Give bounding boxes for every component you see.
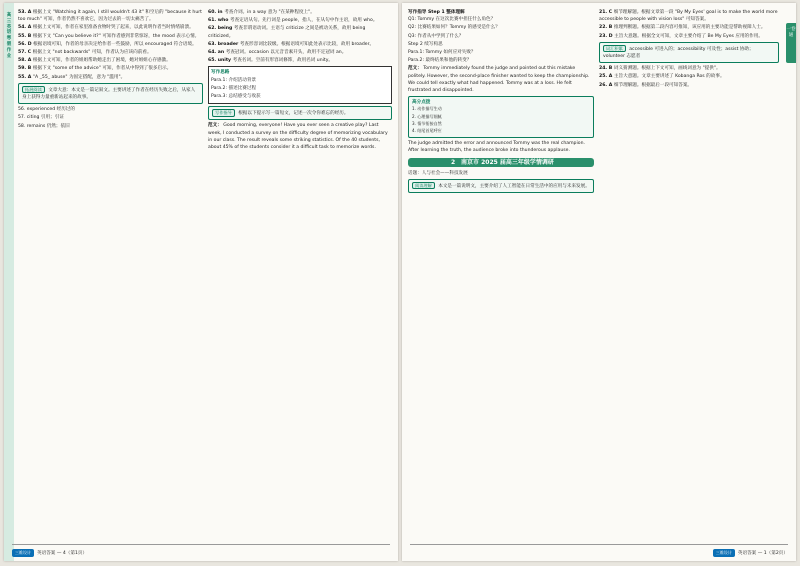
answer-explanation: 根据上文可知，作者的姐姐帮助她走出了困境，她对姐姐心存感激。 (32, 58, 171, 64)
answer-explanation: 推理判断题。根据第二段内容可推知，该应用的主要功能是帮助视障人士。 (613, 25, 766, 31)
question-item: Para.2: 最终结果和他的转变？ (408, 58, 472, 64)
answer-item (599, 24, 779, 31)
section-banner (408, 158, 594, 167)
answer-item (18, 9, 203, 23)
essay-ending: The judge admitted the error and announced Tommy was the real champion. After learning the truth, the audience broke into thunderous applause. (408, 141, 585, 154)
right-column-2 (599, 9, 779, 537)
step-title: 写作指导 Step 1 整体理解 (408, 10, 465, 15)
tips-title: 高分点拨 (412, 100, 431, 106)
answer-item (208, 9, 392, 16)
answer-key: 22. B (599, 25, 614, 31)
essay-text-2: Tommy immediately found the judge and pointed out this mistake politely. However, the second-place finisher wanted to keep the championship. We could tell exactly what had happened. Tommy was at a loss. He felt frustrated and disappointed. (408, 66, 590, 94)
answer-list-4 (599, 65, 779, 89)
answer-explanation: 考查形容词比较级。根据语境可知此处表示比较，故用 broader。 (239, 41, 375, 47)
vocab-item: 56. experienced 经历过的 (18, 107, 75, 113)
vocab-tag: 词汇积累 (603, 45, 626, 53)
left-column-1 (18, 9, 203, 537)
answer-explanation: 根据下文 "Can you believe it?" 可知作者感到非常惊讶，the mood 表示心情。 (32, 33, 200, 39)
right-footer (410, 544, 788, 558)
left-footer (12, 544, 390, 558)
chapter-tab: 一卷通 (786, 23, 796, 63)
answer-key: 57. C (18, 50, 33, 56)
answer-key: 58. A (18, 58, 33, 64)
question-item: Step 2 续写构思 (408, 41, 443, 47)
vocab-item: 58. remains 仍然；依旧 (18, 123, 70, 129)
answer-list-2 (208, 9, 392, 64)
answer-explanation: 根据上文 "Watching it again, I still wouldn't 43 it" 和空后的 "because it hurt too much" 可知，作者仍然不喜欢它，因为过去的一切太痛苦了。 (18, 10, 202, 23)
right-page (402, 3, 796, 561)
tip-item: 2. 心理描写细腻 (412, 113, 442, 119)
left-page (4, 3, 398, 561)
answer-list (18, 9, 203, 81)
left-sidebar (4, 3, 14, 561)
answer-explanation: 主旨大意题。根据全文可知，文章主要介绍了 Be My Eyes 应用的作用。 (614, 33, 763, 39)
reading-text: 本文是一篇说明文，主要介绍了人工智能在日常生活中的应用与未来发展。 (438, 183, 590, 189)
answer-item (18, 24, 203, 31)
diagram-items (211, 77, 389, 101)
tip-item: 4. 结尾首尾呼应 (412, 128, 442, 134)
answer-item (599, 33, 779, 40)
box-text: 文章大意：本文是一篇记叙文。主要讲述了作者在经历失败之后，从家人身上获得力量重新站起来的故事。 (22, 87, 196, 101)
question-list (408, 16, 594, 64)
sidebar-text: 高三英语寒假作业 (6, 13, 12, 59)
answer-key: 59. B (18, 66, 33, 72)
answer-key: 25. A (599, 74, 614, 80)
answer-key: 56. D (18, 41, 34, 47)
tips-list (412, 106, 590, 134)
answer-key: 55. A (18, 74, 33, 80)
reading-box (408, 179, 594, 193)
vocab-text: accessible 可进入的；accessibility 可及性；assist 协助；volunteer 志愿者 (603, 46, 754, 60)
answer-explanation: 词义猜测题。根据上下文可知，画线词意为 "提供"。 (613, 66, 721, 72)
answer-key: 23. D (599, 33, 615, 39)
answer-item (208, 49, 392, 56)
essay-text: Good morning, everyone! Have you ever seen a creative play? Last week, I conducted a survey on the difficulty degree of memorizing vocabulary in our class. The result reveals some striking statistics. Of the 40 students, about 45% of the students consider it a difficult task to memorize words. (208, 123, 388, 151)
sample-essay-2 (408, 65, 594, 94)
answer-key: 63. broader (208, 41, 240, 47)
answer-key: 54. A (18, 25, 33, 31)
answer-item (18, 74, 203, 81)
writing-guide-box (208, 106, 392, 120)
answer-key: 62. being (208, 26, 234, 32)
tip-item: 3. 情节衔接自然 (412, 120, 442, 126)
brand-logo: 三维设计 (12, 549, 34, 557)
answer-key: 55. B (18, 33, 33, 39)
guide-tag: 写作指导 (212, 109, 235, 117)
essay-label: 范文： (208, 123, 222, 129)
answer-explanation: 考查非谓语动词。主语与 criticize 之间是被动关系，故用 being criticized。 (208, 26, 366, 39)
answer-explanation: 根据语境可知，作者的母亲决定给作者一些鼓励，所以 encouraged 符合语境。 (33, 41, 197, 47)
answer-explanation: 考查名词。空前有形容词修饰，故用名词 unity。 (232, 58, 334, 64)
footer-text: 英语答案 — 4（第1页） (37, 550, 88, 556)
answer-explanation: 根据下文 "some of the advice" 可知，作者从中得到了很多启示。 (32, 66, 172, 72)
answer-item (599, 65, 779, 72)
answer-item (208, 41, 392, 48)
sample-essay (208, 122, 392, 151)
answer-explanation: 主旨大意题。文章主要讲述了 Kobanga Ros 的故事。 (613, 74, 725, 80)
answer-item (18, 49, 203, 56)
answer-key: 61. who (208, 18, 231, 24)
answer-item (599, 73, 779, 80)
answer-explanation: 考查冠词。occasion 以元音音素开头，故用不定冠词 an。 (225, 50, 347, 56)
answer-item (18, 33, 203, 40)
answer-key: 64. an (208, 50, 226, 56)
footer-text-2: 英语答案 — 1（第2页） (737, 550, 788, 556)
answer-key: 53. A (18, 10, 33, 15)
question-item: Q1: Tommy 在这次比赛中担任什么角色？ (408, 17, 496, 23)
reading-tag: 阅读理解 (412, 182, 435, 190)
banner-title: 南京市 2025 届高三年级学情调研 (461, 158, 554, 166)
answer-key: 24. B (599, 66, 614, 72)
diagram-title: 写作思路 (211, 70, 230, 76)
banner-subtitle: 话题：人与社会——科技发展 (408, 170, 468, 176)
answer-explanation: 细节理解题。根据文章第一段 "By My Eyes' goal is to make the world more accessible to people with vision loss" 可知答案。 (599, 10, 778, 23)
answer-explanation: "A _55_ abuse" 为固定搭配，意为 "滥用"。 (32, 74, 126, 80)
answer-explanation: 考查定语从句。先行词是 people，指人，在从句中作主语，故用 who。 (230, 18, 378, 24)
essay-label-2: 范文： (408, 66, 422, 72)
answer-key: 65. unity (208, 58, 233, 64)
diagram-item: Para.2: 描述比赛过程 (211, 85, 257, 91)
answer-item (18, 41, 203, 48)
banner-number: 2 (448, 158, 458, 167)
extended-reading-box (18, 83, 203, 104)
answer-key: 26. A (599, 82, 614, 88)
answer-item (208, 17, 392, 24)
question-item: Q2: 比赛结果如何？Tommy 的感受是什么？ (408, 25, 500, 31)
tips-box (408, 96, 594, 138)
answer-explanation: 根据上文 "not backwards" 可知，作者认为应该向前看。 (32, 50, 152, 56)
answer-item (18, 57, 203, 64)
guide-text: 根据以下提示写一篇短文，记述一次令你难忘的经历。 (238, 111, 349, 117)
diagram-item: Para.3: 总结感受与收获 (211, 94, 261, 100)
answer-item (208, 25, 392, 39)
writing-diagram (208, 66, 392, 104)
answer-explanation: 根据上文可知，作者在家里准备食物时哭了起来，以此说明作者当时情绪崩溃。 (32, 25, 194, 31)
box-tag: 拓展阅读 (22, 86, 45, 94)
answer-explanation: 考查介词。in a way 意为 "在某种程度上"。 (224, 10, 315, 15)
answer-list-3 (599, 9, 779, 40)
vocab-box (599, 42, 779, 63)
answer-key: 60. in (208, 10, 225, 15)
question-item: Para.1: Tommy 如何应对失败？ (408, 50, 476, 56)
answer-item (208, 57, 392, 64)
left-column-2 (208, 9, 392, 537)
answer-item (18, 65, 203, 72)
vocab-list (18, 106, 203, 130)
right-column-1 (408, 9, 594, 537)
answer-item (599, 9, 779, 23)
document-spread (4, 3, 796, 561)
tip-item: 1. 动作描写生动 (412, 106, 442, 112)
answer-key: 21. C (599, 10, 614, 15)
question-item: Q3: 作者从中学到了什么？ (408, 33, 464, 39)
answer-item (599, 82, 779, 89)
vocab-item: 57. citing 引用；引证 (18, 115, 64, 121)
brand-logo-2: 三维设计 (713, 549, 735, 557)
diagram-item: Para.1: 介绍活动背景 (211, 77, 257, 83)
answer-explanation: 细节理解题。根据最后一段可知答案。 (613, 82, 693, 88)
